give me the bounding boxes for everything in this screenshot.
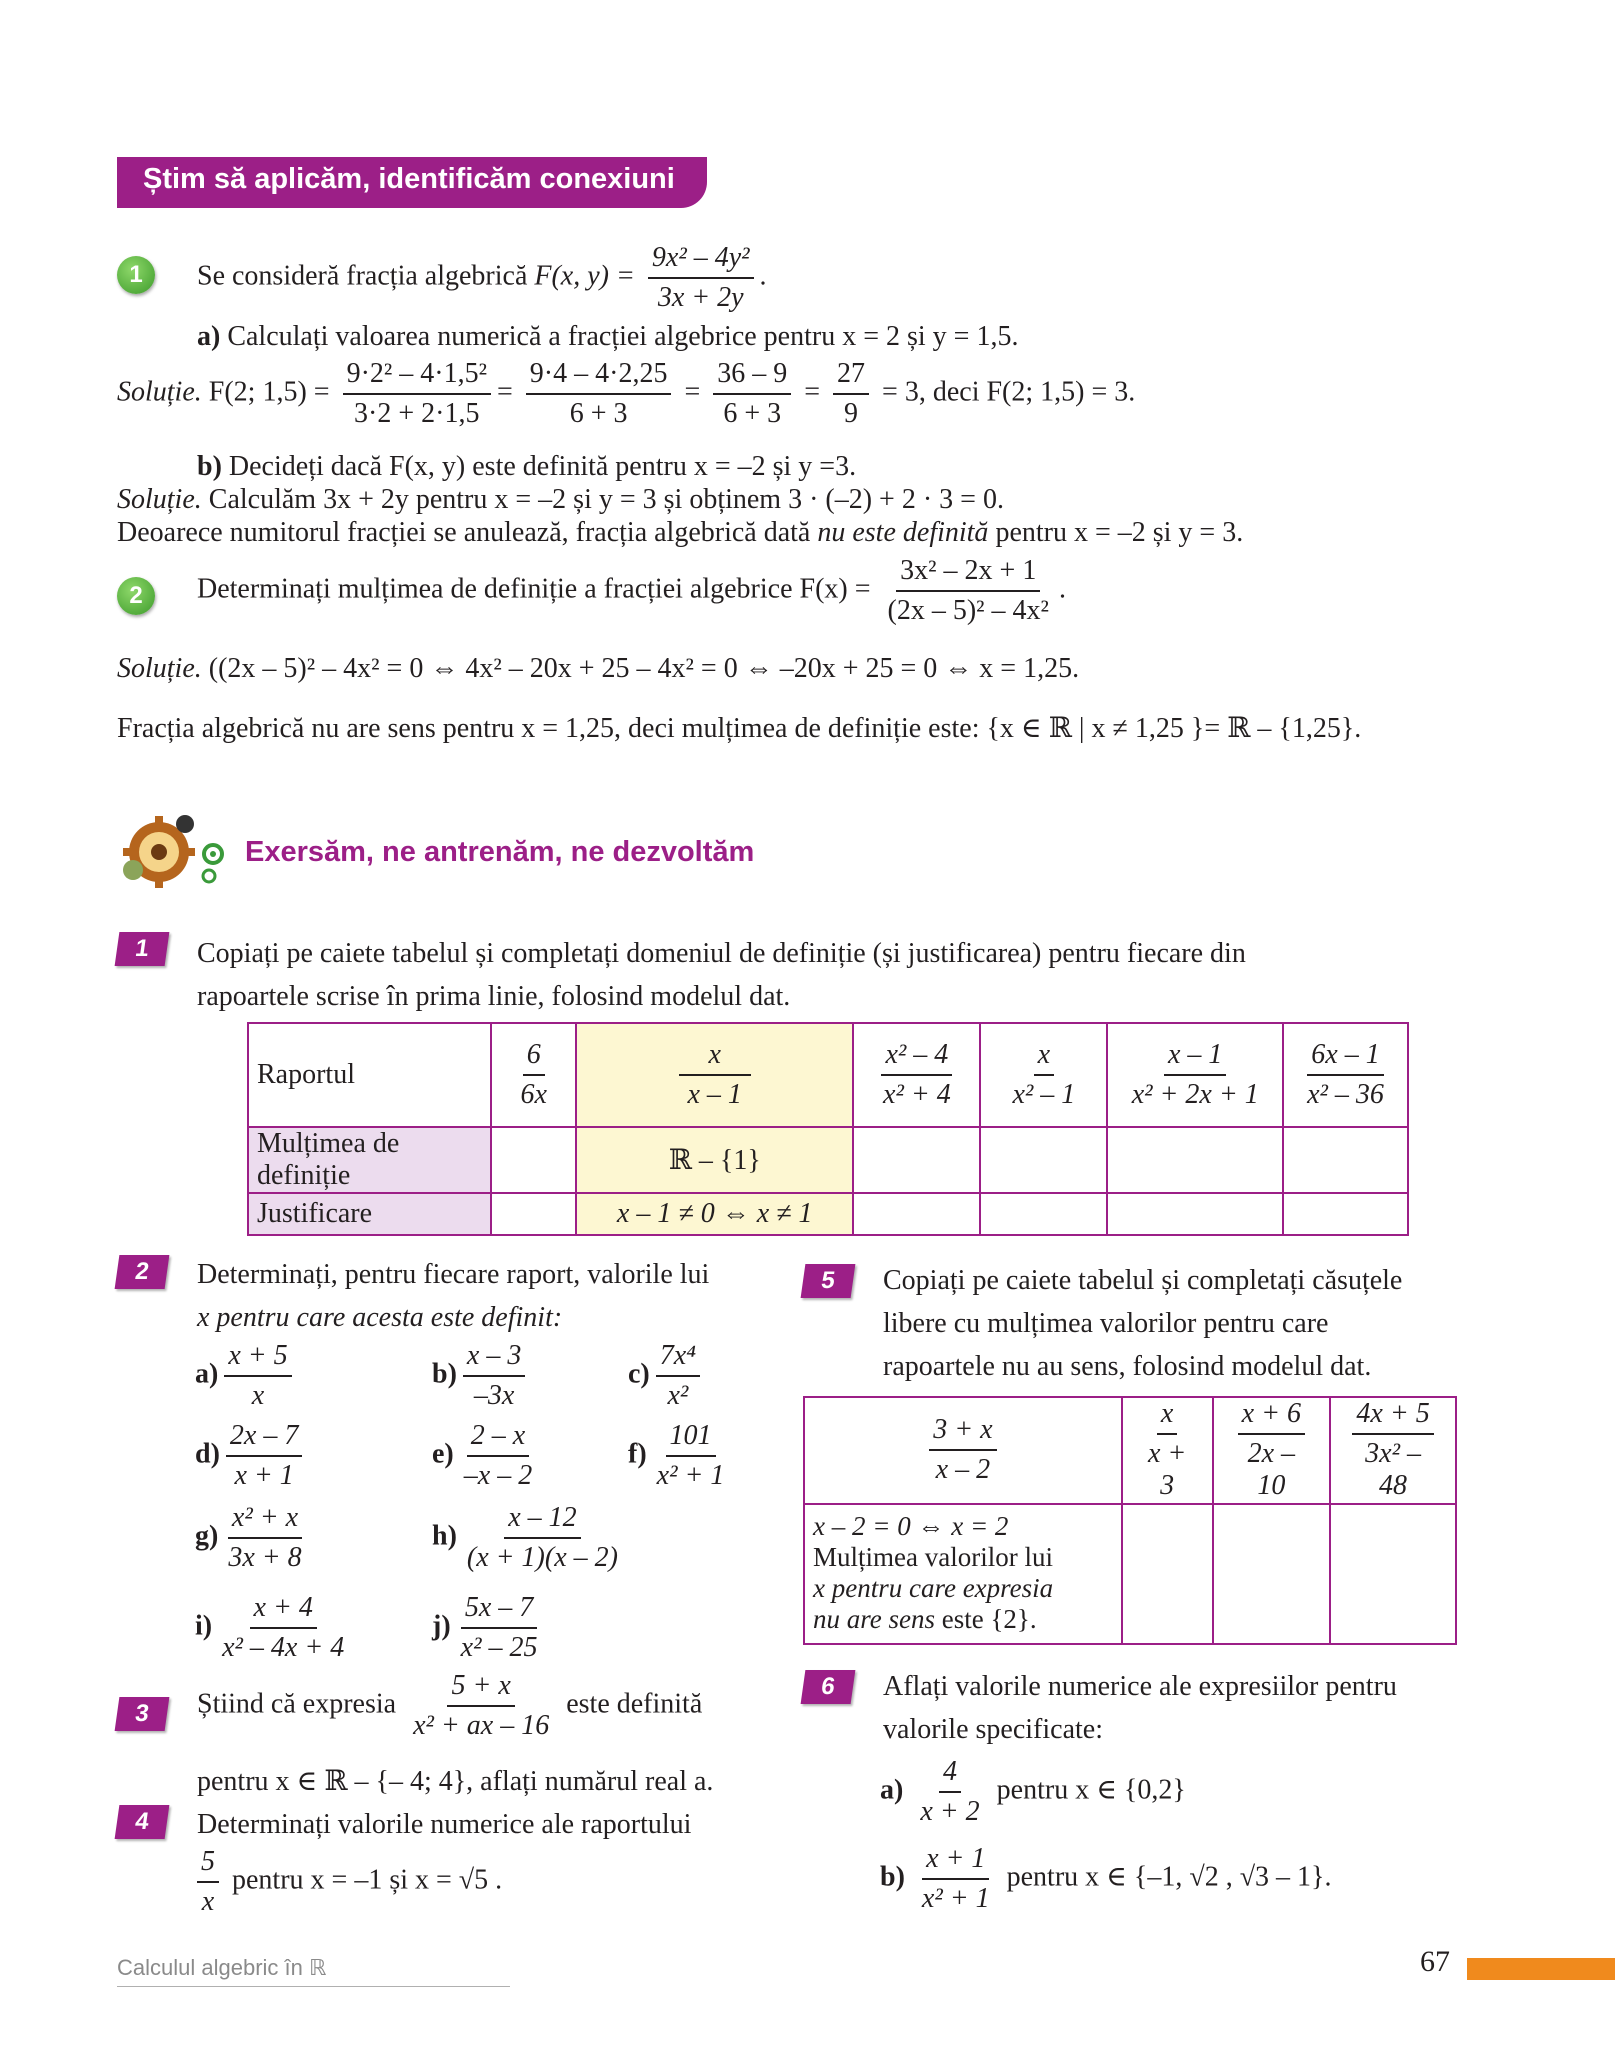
fraction-numerator: 4 bbox=[939, 1756, 961, 1793]
table-row bbox=[248, 1023, 1408, 1127]
item-fraction bbox=[463, 1502, 622, 1574]
fraction-denominator: 3x + 8 bbox=[228, 1542, 302, 1574]
table-cell bbox=[491, 1127, 576, 1193]
item-label: d) bbox=[195, 1438, 220, 1470]
model-line-3: x pentru care expresia bbox=[813, 1572, 1054, 1603]
item-fraction bbox=[457, 1592, 542, 1664]
fraction-numerator: 2 – x bbox=[467, 1420, 529, 1457]
e2-item-c bbox=[628, 1340, 706, 1412]
fraction-denominator: 2x – 10 bbox=[1247, 1438, 1296, 1502]
fraction-numerator: 3x² – 2x + 1 bbox=[896, 555, 1040, 592]
footer-divider bbox=[117, 1986, 510, 1987]
item-fraction bbox=[463, 1340, 525, 1412]
fraction-denominator: x bbox=[201, 1886, 215, 1918]
exercise-badge-3: 3 bbox=[115, 1697, 170, 1731]
fraction-denominator: x² + 2x + 1 bbox=[1131, 1079, 1259, 1110]
fraction-denominator: x² – 1 bbox=[1012, 1079, 1076, 1110]
e5-text-line2: libere cu mulțimea valorilor pentru care bbox=[883, 1308, 1329, 1339]
table-cell bbox=[1330, 1504, 1456, 1644]
e2-text-line1: Determinați, pentru fiecare raport, valorile lui bbox=[197, 1259, 710, 1290]
e3-pre: Știind că expresia bbox=[197, 1688, 397, 1720]
exercise-number-2: 2 bbox=[117, 577, 155, 615]
fraction-numerator: 27 bbox=[833, 358, 869, 395]
footer-chapter: Calculul algebric în ℝ bbox=[117, 1955, 327, 1980]
model-cell bbox=[804, 1504, 1122, 1644]
fraction-numerator: 6 bbox=[523, 1039, 545, 1076]
ratio-fraction bbox=[1008, 1039, 1079, 1111]
table-header-cell: Raportul bbox=[248, 1023, 491, 1127]
fraction-denominator: –x – 2 bbox=[463, 1460, 533, 1492]
fraction-numerator: 7x⁴ bbox=[656, 1340, 700, 1377]
ex1-function: F(x, y) = bbox=[534, 260, 635, 292]
ratio-fraction bbox=[1228, 1398, 1316, 1503]
item-label: f) bbox=[628, 1438, 647, 1470]
table-cell bbox=[491, 1023, 576, 1127]
fraction-denominator: x + 1 bbox=[234, 1460, 294, 1492]
table-cell bbox=[1283, 1023, 1408, 1127]
fraction-numerator: x + 5 bbox=[224, 1340, 291, 1377]
solution-label: Soluție. bbox=[117, 653, 202, 684]
fraction-denominator: 6 + 3 bbox=[569, 398, 628, 430]
item-label: g) bbox=[195, 1520, 219, 1552]
e4-post: pentru x = –1 și x = √5 . bbox=[232, 1864, 503, 1896]
ratio-fraction bbox=[517, 1039, 551, 1111]
fraction-denominator: 3x + 2y bbox=[657, 282, 744, 314]
table-cell bbox=[1213, 1397, 1331, 1504]
fraction-denominator: –3x bbox=[473, 1380, 515, 1412]
ex1-solution-b-conclusion bbox=[117, 516, 1243, 550]
exercise-badge-6: 6 bbox=[801, 1670, 856, 1704]
ex1-part-b bbox=[197, 450, 856, 484]
fraction-numerator: x – 3 bbox=[463, 1340, 525, 1377]
fraction-step-1 bbox=[343, 358, 491, 430]
ex1-intro: Se consideră fracția algebrică bbox=[197, 260, 528, 292]
table-cell bbox=[853, 1023, 980, 1127]
ex1-solution-b bbox=[117, 483, 1004, 517]
fraction-numerator: x + 4 bbox=[250, 1592, 317, 1629]
fraction-step-4 bbox=[833, 358, 869, 430]
fraction-denominator: 6x bbox=[520, 1079, 547, 1110]
e4-expression bbox=[197, 1846, 502, 1918]
model-line-2: Mulțimea valorilor lui bbox=[813, 1541, 1053, 1572]
solution-lhs: F(2; 1,5) = bbox=[208, 376, 330, 408]
ex2-fraction bbox=[884, 555, 1053, 627]
fraction-numerator: 5 + x bbox=[447, 1670, 514, 1707]
fraction-numerator: 3 + x bbox=[929, 1414, 996, 1451]
fraction-denominator: 6 + 3 bbox=[723, 398, 782, 430]
e3-statement bbox=[197, 1670, 702, 1742]
item-fraction bbox=[918, 1843, 994, 1915]
part-b-text: Decideți dacă F(x, y) este definită pentru x = –2 și y =3. bbox=[228, 451, 857, 482]
exercise-badge-1: 1 bbox=[115, 932, 170, 966]
exercise-badge-4: 4 bbox=[115, 1805, 170, 1839]
fraction-denominator: x² + 1 bbox=[921, 1883, 990, 1915]
table-cell bbox=[576, 1023, 853, 1127]
item-fraction bbox=[460, 1420, 536, 1492]
ratio-fraction bbox=[1303, 1039, 1388, 1111]
solution-label: Soluție. bbox=[117, 484, 202, 515]
e2-item-f bbox=[628, 1420, 734, 1492]
conclusion-emphasis: nu este definită bbox=[817, 517, 989, 548]
item-fraction bbox=[226, 1420, 302, 1492]
e3-line2: pentru x ∈ ℝ – {– 4; 4}, aflați numărul real a. bbox=[197, 1766, 714, 1797]
fraction-numerator: 4x + 5 bbox=[1352, 1398, 1433, 1435]
conclusion-post: pentru x = –2 și y = 3. bbox=[995, 517, 1244, 548]
conclusion-pre: Deoarece numitorul fracției se anulează, fracția algebrică dată bbox=[117, 517, 811, 548]
table-cell bbox=[1283, 1127, 1408, 1193]
item-post: pentru x ∈ {0,2} bbox=[996, 1774, 1186, 1806]
e2-item-b bbox=[432, 1340, 531, 1412]
fraction-numerator: 9x² – 4y² bbox=[648, 242, 754, 279]
fraction-denominator: x² + ax – 16 bbox=[413, 1710, 550, 1742]
table-row bbox=[804, 1504, 1456, 1644]
section-banner-title: Știm să aplicăm, identificăm conexiuni bbox=[143, 163, 675, 195]
model-post: este {2}. bbox=[941, 1603, 1037, 1634]
e2-item-h bbox=[432, 1502, 628, 1574]
fraction-numerator: 5 bbox=[197, 1846, 219, 1883]
e6-text-line2: valorile specificate: bbox=[883, 1714, 1103, 1745]
item-label: e) bbox=[432, 1438, 454, 1470]
ex1-fraction bbox=[648, 242, 754, 314]
fraction-denominator: x bbox=[251, 1380, 265, 1412]
ex2-text: Determinați mulțimea de definiție a fracției algebrice F(x) = bbox=[197, 573, 871, 605]
table-cell bbox=[804, 1397, 1122, 1504]
table-cell bbox=[1213, 1504, 1331, 1644]
ex2-solution-text: ((2x – 5)² – 4x² = 0 ⇔ 4x² – 20x + 25 – 4x² = 0 ⇔ –20x + 25 = 0 ⇔ x = 1,25. bbox=[208, 653, 1080, 684]
item-label: a) bbox=[880, 1774, 904, 1806]
e1-text-line2: rapoartele scrise în prima linie, folosind modelul dat. bbox=[197, 981, 791, 1012]
table-cell bbox=[1107, 1193, 1283, 1235]
model-emphasis: nu are sens bbox=[813, 1603, 935, 1634]
fraction-step-2 bbox=[526, 358, 672, 430]
solution-result: = 3, deci F(2; 1,5) = 3. bbox=[882, 376, 1136, 408]
item-label: a) bbox=[195, 1358, 219, 1390]
ratio-fraction bbox=[1137, 1398, 1198, 1503]
fraction-denominator: x + 2 bbox=[920, 1796, 980, 1828]
model-domain-cell: ℝ – {1} bbox=[576, 1127, 853, 1193]
e5-table bbox=[803, 1396, 1457, 1645]
fraction-numerator: 9·2² – 4·1,5² bbox=[343, 358, 491, 395]
model-justification-cell: x – 1 ≠ 0 ⇔ x ≠ 1 bbox=[576, 1193, 853, 1235]
table-row bbox=[248, 1127, 1408, 1193]
fraction-numerator: x + 1 bbox=[922, 1843, 989, 1880]
ex1-solution-a: Soluție. F(2; 1,5) = $\frac{\text{9·2² – 4·1,5²}}{3\cdot 2 + 2\cdot 1,5}$ = $\frac{9\cdot 4 - 4\cdot 2,25}{6 + 3}$ = $\frac{36 - 9}{6 + 3}$ = $\frac{27}{9}$ = 3, deci F(2; 1,5) = 3. bbox=[117, 358, 1136, 430]
e6-item-b bbox=[880, 1843, 1332, 1915]
fraction-denominator: x² – 25 bbox=[460, 1632, 538, 1664]
gears-icon bbox=[117, 810, 227, 892]
ratio-fraction bbox=[1345, 1398, 1441, 1503]
item-label: j) bbox=[432, 1610, 451, 1642]
e3-post: este definită bbox=[566, 1688, 703, 1720]
solution-label: Soluție. bbox=[117, 376, 202, 408]
fraction-denominator: (x + 1)(x – 2) bbox=[466, 1542, 618, 1574]
fraction-denominator: x² + 1 bbox=[656, 1460, 725, 1492]
fraction-denominator: x – 2 bbox=[935, 1454, 991, 1486]
ratio-fraction bbox=[929, 1414, 996, 1486]
fraction-numerator: 5x – 7 bbox=[461, 1592, 537, 1629]
item-fraction bbox=[224, 1502, 305, 1574]
exercise-number-1: 1 bbox=[117, 256, 155, 294]
fraction-denominator: 9 bbox=[844, 398, 859, 430]
ex2-solution bbox=[117, 652, 1079, 686]
e2-item-j bbox=[432, 1592, 547, 1664]
fraction-denominator: (2x – 5)² – 4x² bbox=[887, 595, 1049, 627]
e2-item-i bbox=[195, 1592, 354, 1664]
ratio-fraction bbox=[679, 1039, 751, 1111]
fraction-numerator: x bbox=[679, 1039, 751, 1076]
item-post: pentru x ∈ {–1, √2 , √3 – 1}. bbox=[1006, 1861, 1332, 1893]
table-header-cell: Mulțimea de definiție bbox=[248, 1127, 491, 1193]
fraction-numerator: x – 1 bbox=[1164, 1039, 1226, 1076]
fraction-denominator: x + 3 bbox=[1147, 1438, 1187, 1502]
fraction-numerator: x bbox=[1034, 1039, 1054, 1076]
table-cell bbox=[491, 1193, 576, 1235]
e2-item-g bbox=[195, 1502, 312, 1574]
e5-text-line1: Copiați pe caiete tabelul și completați căsuțele bbox=[883, 1265, 1403, 1296]
table-cell bbox=[853, 1193, 980, 1235]
fraction-numerator: x – 12 bbox=[504, 1502, 580, 1539]
table-row bbox=[248, 1193, 1408, 1235]
table-cell bbox=[1122, 1397, 1213, 1504]
fraction-numerator: 6x – 1 bbox=[1307, 1039, 1383, 1076]
e4-text: Determinați valorile numerice ale raportului bbox=[197, 1809, 692, 1840]
item-label: b) bbox=[432, 1358, 457, 1390]
item-label: h) bbox=[432, 1520, 457, 1552]
ex2-statement: Determinați mulțimea de definiție a fracției algebrice F(x) = $\frac{\text{3x² – 2x + 1}}{\text{(2x – 5)² – 4x²}}$ . bbox=[197, 555, 1066, 627]
e1-table bbox=[247, 1022, 1409, 1236]
item-label: c) bbox=[628, 1358, 650, 1390]
table-row bbox=[804, 1397, 1456, 1504]
table-header-cell: Justificare bbox=[248, 1193, 491, 1235]
item-fraction bbox=[653, 1420, 729, 1492]
ratio-fraction bbox=[879, 1039, 955, 1111]
fraction-numerator: 9·4 – 4·2,25 bbox=[526, 358, 672, 395]
table-cell bbox=[1330, 1397, 1456, 1504]
item-fraction bbox=[656, 1340, 700, 1412]
fraction-denominator: x – 1 bbox=[687, 1079, 742, 1110]
part-label: b) bbox=[197, 451, 222, 482]
ratio-fraction bbox=[1128, 1039, 1263, 1111]
model-line-1: x – 2 = 0 ⇔ x = 2 bbox=[813, 1510, 1009, 1541]
e4-fraction bbox=[197, 1846, 219, 1918]
e3-fraction bbox=[409, 1670, 553, 1742]
table-cell bbox=[853, 1127, 980, 1193]
table-cell bbox=[1283, 1193, 1408, 1235]
fraction-denominator: 3·2 + 2·1,5 bbox=[354, 398, 480, 430]
exercise-badge-5: 5 bbox=[801, 1264, 856, 1298]
solution-b-text: Calculăm 3x + 2y pentru x = –2 și y = 3 și obținem 3 · (–2) + 2 · 3 = 0. bbox=[208, 484, 1004, 515]
item-label: i) bbox=[195, 1610, 213, 1642]
item-label: b) bbox=[880, 1861, 905, 1893]
section-title: Exersăm, ne antrenăm, ne dezvoltăm bbox=[245, 836, 755, 868]
fraction-denominator: 3x² – 48 bbox=[1365, 1438, 1421, 1502]
ex1-statement: Se consideră fracția algebrică F(x, y) = $\frac{\text{9x² – 4y²}}{3x + 2y}$ . bbox=[197, 242, 767, 314]
fraction-numerator: x bbox=[1157, 1398, 1177, 1435]
e6-item-a bbox=[880, 1756, 1186, 1828]
page-number: 67 bbox=[1420, 1945, 1450, 1978]
item-fraction bbox=[916, 1756, 983, 1828]
fraction-denominator: x² – 4x + 4 bbox=[222, 1632, 345, 1664]
fraction-numerator: 101 bbox=[666, 1420, 716, 1457]
fraction-numerator: x + 6 bbox=[1238, 1398, 1305, 1435]
model-line-4 bbox=[813, 1604, 1113, 1635]
table-cell bbox=[1107, 1127, 1283, 1193]
ex1-part-a bbox=[197, 320, 1018, 354]
item-fraction bbox=[218, 1592, 348, 1664]
table-cell bbox=[980, 1023, 1107, 1127]
e2-text-line2: x pentru care acesta este definit: bbox=[197, 1302, 563, 1333]
fraction-denominator: x² – 36 bbox=[1307, 1079, 1384, 1110]
table-cell bbox=[980, 1127, 1107, 1193]
fraction-step-3 bbox=[713, 358, 791, 430]
fraction-numerator: 36 – 9 bbox=[713, 358, 791, 395]
e1-text-line1: Copiați pe caiete tabelul și completați domeniul de definiție (și justificarea) pentru fiecare din bbox=[197, 938, 1246, 969]
e2-item-a bbox=[195, 1340, 298, 1412]
table-cell bbox=[980, 1193, 1107, 1235]
fraction-denominator: x² bbox=[667, 1380, 689, 1412]
fraction-numerator: x² + x bbox=[228, 1502, 302, 1539]
table-cell bbox=[1122, 1504, 1213, 1644]
e2-item-e bbox=[432, 1420, 542, 1492]
fraction-denominator: x² + 4 bbox=[883, 1079, 951, 1110]
exercise-badge-2: 2 bbox=[115, 1255, 170, 1289]
fraction-numerator: 2x – 7 bbox=[226, 1420, 302, 1457]
table-cell bbox=[1107, 1023, 1283, 1127]
e6-text-line1: Aflați valorile numerice ale expresiilor pentru bbox=[883, 1671, 1397, 1702]
ex2-conclusion: Fracția algebrică nu are sens pentru x = 1,25, deci mulțimea de definiție este: {x ∈ ℝ | x ≠ 1,25 }= ℝ – {1,25}. bbox=[117, 713, 1362, 744]
fraction-numerator: x² – 4 bbox=[881, 1039, 952, 1076]
item-fraction bbox=[224, 1340, 291, 1412]
e2-item-d bbox=[195, 1420, 308, 1492]
page-accent-bar bbox=[1467, 1958, 1615, 1980]
part-label: a) bbox=[197, 321, 221, 352]
part-a-text: Calculați valoarea numerică a fracției algebrice pentru x = 2 și y = 1,5. bbox=[227, 321, 1019, 352]
e5-text-line3: rapoartele nu au sens, folosind modelul dat. bbox=[883, 1351, 1372, 1382]
